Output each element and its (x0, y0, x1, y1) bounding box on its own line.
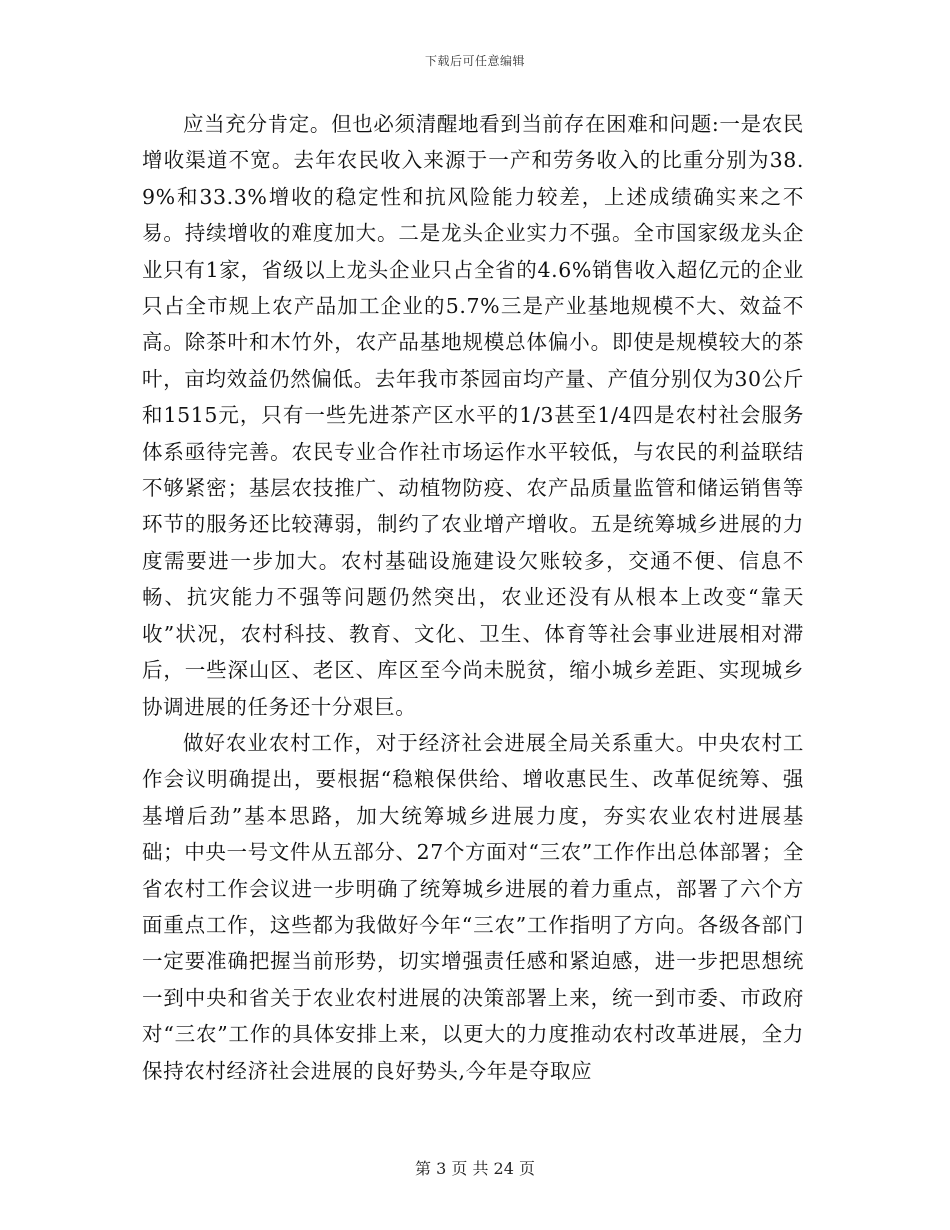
paragraph: 应当充分肯定。但也必须清醒地看到当前存在困难和问题:一是农民增收渠道不宽。去年农民收入来源于一产和劳务收入的比重分别为38.9%和33.3%增收的稳定性和抗风险能力较差，上述成绩确实来之不易。持续增收的难度加大。二是龙头企业实力不强。全市国家级龙头企业只有1家，省级以上龙头企业只占全省的4.6%销售收入超亿元的企业只占全市规上农产品加工企业的5.7%三是产业基地规模不大、效益不高。除茶叶和木竹外，农产品基地规模总体偏小。即使是规模较大的茶叶，亩均效益仍然偏低。去年我市茶园亩均产量、产值分别仅为30公斤和1515元，只有一些先进茶产区水平的1/3甚至1/4四是农村社会服务体系亟待完善。农民专业合作社市场运作水平较低，与农民的利益联结不够紧密；基层农技推广、动植物防疫、农产品质量监管和储运销售等环节的服务还比较薄弱，制约了农业增产增收。五是统筹城乡进展的力度需要进一步加大。农村基础设施建设欠账较多，交通不便、信息不畅、抗灾能力不强等问题仍然突出，农业还没有从根本上改变“靠天收”状况，农村科技、教育、文化、卫生、体育等社会事业进展相对滞后，一些深山区、老区、库区至今尚未脱贫，缩小城乡差距、实现城乡协调进展的任务还十分艰巨。 (142, 112, 804, 719)
document-body (142, 106, 804, 1089)
page-footer (0, 1156, 950, 1179)
paragraph: 做好农业农村工作，对于经济社会进展全局关系重大。中央农村工作会议明确提出，要根据“稳粮保供给、增收惠民生、改革促统筹、强基增后劲”基本思路，加大统筹城乡进展力度，夯实农业农村进展基础；中央一号文件从五部分、27个方面对“三农”工作作出总体部署；全省农村工作会议进一步明确了统筹城乡进展的着力重点，部署了六个方面重点工作，这些都为我做好今年“三农”工作指明了方向。各级各部门一定要准确把握当前形势，切实增强责任感和紧迫感，进一步把思想统一到中央和省关于农业农村进展的决策部署上来，统一到市委、市政府对“三农”工作的具体安排上来，以更大的力度推动农村改革进展，全力保持农村经济社会进展的良好势头,今年是夺取应 (142, 730, 804, 1083)
page-number-label: 第 3 页 共 24 页 (415, 1159, 535, 1178)
page-header: 下载后可任意编辑 (424, 54, 525, 68)
